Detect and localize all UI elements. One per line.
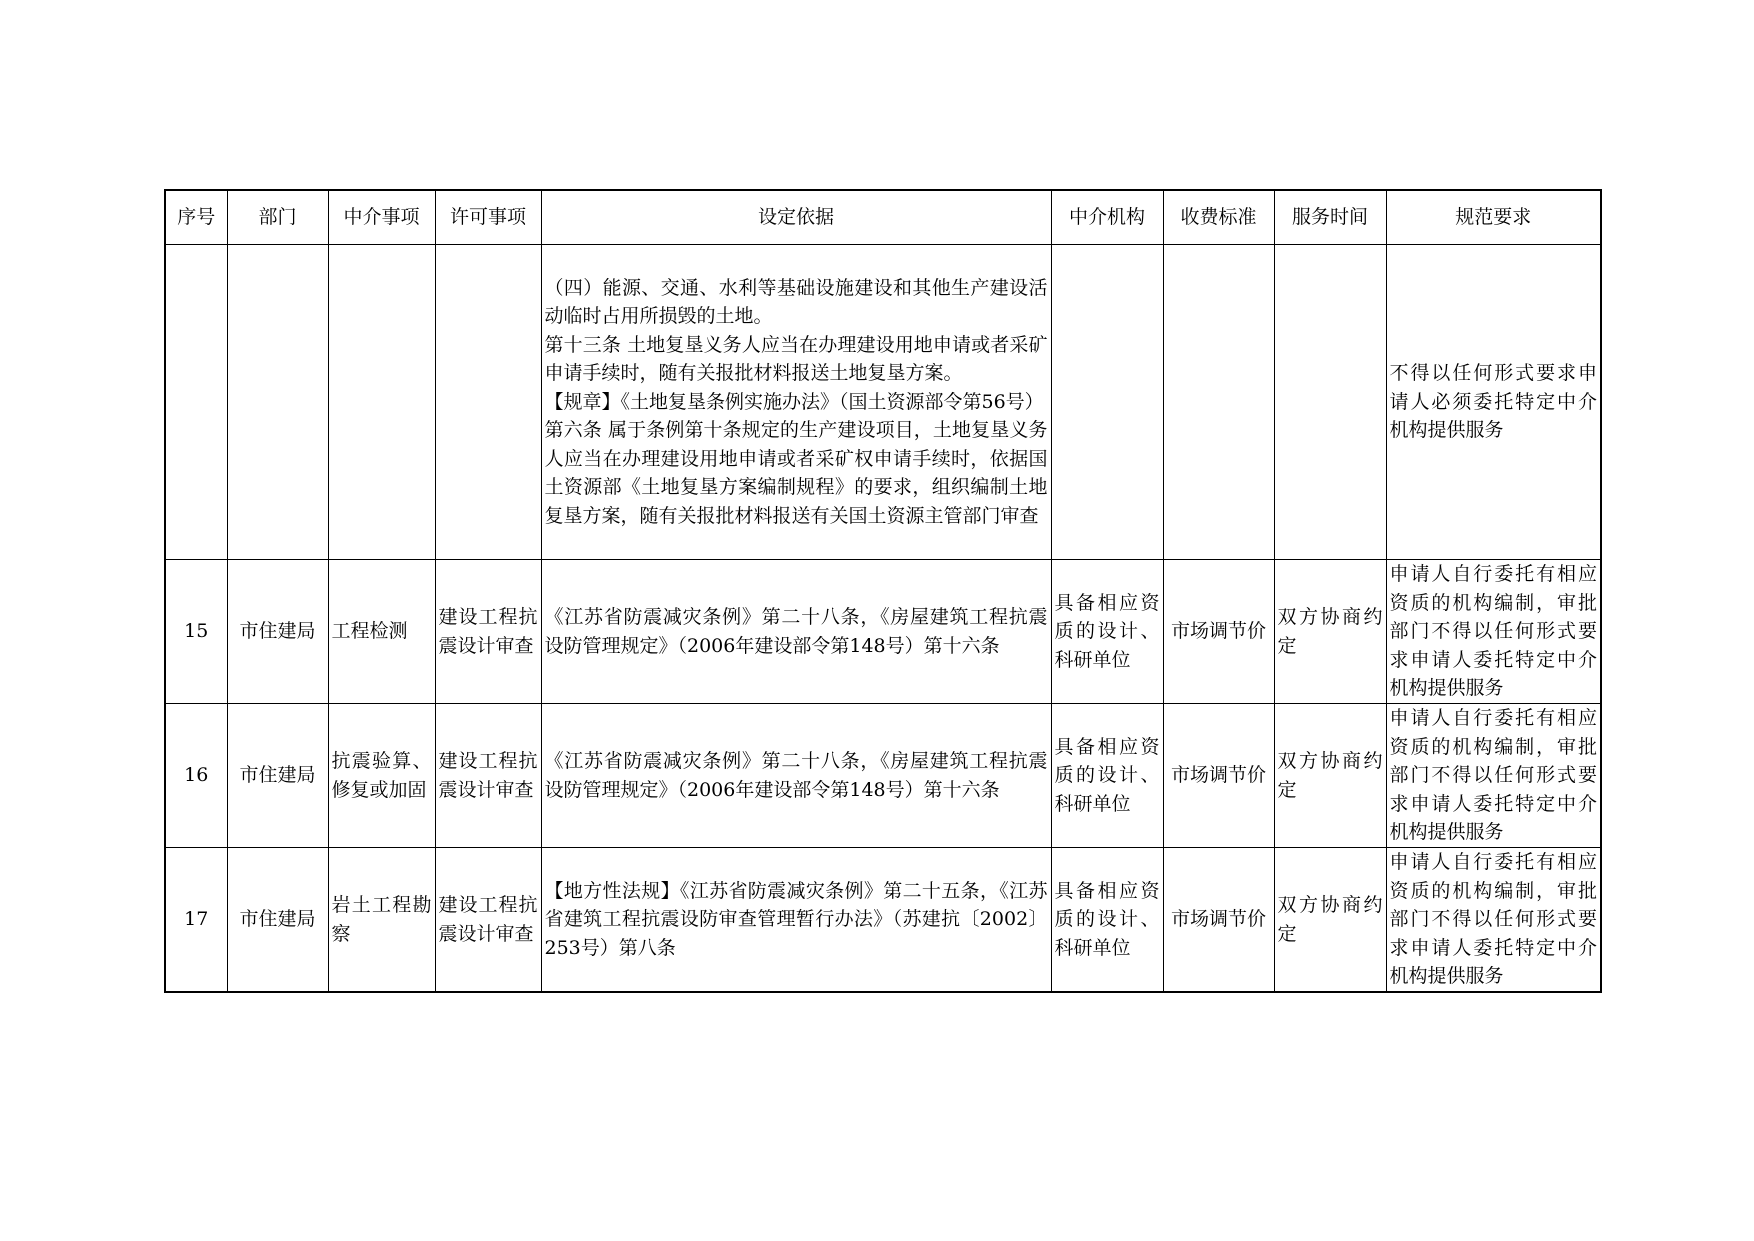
header-requirement: 规范要求 (1386, 190, 1601, 245)
cell-license: 建设工程抗震设计审查 (435, 560, 541, 704)
cell-item: 抗震验算、修复或加固 (328, 704, 435, 848)
cell-dept (227, 245, 328, 560)
cell-item: 工程检测 (328, 560, 435, 704)
cell-time (1274, 245, 1386, 560)
header-time: 服务时间 (1274, 190, 1386, 245)
cell-item: 岩土工程勘察 (328, 848, 435, 993)
cell-requirement: 申请人自行委托有相应资质的机构编制，审批部门不得以任何形式要求申请人委托特定中介机构提供服务 (1386, 848, 1601, 993)
basis-paragraph: 【规章】《土地复垦条例实施办法》（国土资源部令第56号） (544, 390, 1044, 413)
cell-basis: 《江苏省防震减灾条例》第二十八条，《房屋建筑工程抗震设防管理规定》（2006年建设部令第148号）第十六条 (541, 560, 1051, 704)
cell-no: 16 (165, 704, 227, 848)
cell-dept: 市住建局 (227, 848, 328, 993)
intermediary-services-table (164, 189, 1602, 993)
cell-basis: 《江苏省防震减灾条例》第二十八条，《房屋建筑工程抗震设防管理规定》（2006年建设部令第148号）第十六条 (541, 704, 1051, 848)
cell-fee (1163, 245, 1274, 560)
basis-paragraph: 第十三条 土地复垦义务人应当在办理建设用地申请或者采矿申请手续时，随有关报批材料报送土地复垦方案。 (544, 333, 1048, 385)
header-fee: 收费标准 (1163, 190, 1274, 245)
cell-dept: 市住建局 (227, 704, 328, 848)
cell-fee: 市场调节价 (1163, 848, 1274, 993)
table-row-continued (165, 245, 1601, 560)
cell-license: 建设工程抗震设计审查 (435, 704, 541, 848)
header-basis: 设定依据 (541, 190, 1051, 245)
cell-requirement: 申请人自行委托有相应资质的机构编制，审批部门不得以任何形式要求申请人委托特定中介机构提供服务 (1386, 560, 1601, 704)
cell-requirement: 不得以任何形式要求申请人必须委托特定中介机构提供服务 (1386, 245, 1601, 560)
header-no: 序号 (165, 190, 227, 245)
cell-item (328, 245, 435, 560)
cell-requirement: 申请人自行委托有相应资质的机构编制，审批部门不得以任何形式要求申请人委托特定中介机构提供服务 (1386, 704, 1601, 848)
cell-license: 建设工程抗震设计审查 (435, 848, 541, 993)
basis-paragraph: 第六条 属于条例第十条规定的生产建设项目，土地复垦义务人应当在办理建设用地申请或者采矿权申请手续时，依据国土资源部《土地复垦方案编制规程》的要求，组织编制土地复垦方案，随有关报批材料报送有关国土资源主管部门审查 (544, 419, 1048, 527)
cell-no (165, 245, 227, 560)
cell-time: 双方协商约定 (1274, 704, 1386, 848)
header-dept: 部门 (227, 190, 328, 245)
table-row (165, 848, 1601, 993)
cell-time: 双方协商约定 (1274, 848, 1386, 993)
header-license: 许可事项 (435, 190, 541, 245)
table-row (165, 704, 1601, 848)
cell-no: 15 (165, 560, 227, 704)
cell-basis (541, 245, 1051, 560)
cell-agency (1051, 245, 1163, 560)
header-agency: 中介机构 (1051, 190, 1163, 245)
cell-basis: 【地方性法规】《江苏省防震减灾条例》第二十五条，《江苏省建筑工程抗震设防审查管理暂行办法》（苏建抗〔2002〕253号）第八条 (541, 848, 1051, 993)
cell-agency: 具备相应资质的设计、科研单位 (1051, 560, 1163, 704)
cell-agency: 具备相应资质的设计、科研单位 (1051, 848, 1163, 993)
table-row (165, 560, 1601, 704)
cell-license (435, 245, 541, 560)
cell-fee: 市场调节价 (1163, 560, 1274, 704)
cell-no: 17 (165, 848, 227, 993)
table-header-row (165, 190, 1601, 245)
header-item: 中介事项 (328, 190, 435, 245)
cell-dept: 市住建局 (227, 560, 328, 704)
cell-time: 双方协商约定 (1274, 560, 1386, 704)
basis-paragraph: （四）能源、交通、水利等基础设施建设和其他生产建设活动临时占用所损毁的土地。 (544, 276, 1048, 328)
cell-fee: 市场调节价 (1163, 704, 1274, 848)
cell-agency: 具备相应资质的设计、科研单位 (1051, 704, 1163, 848)
